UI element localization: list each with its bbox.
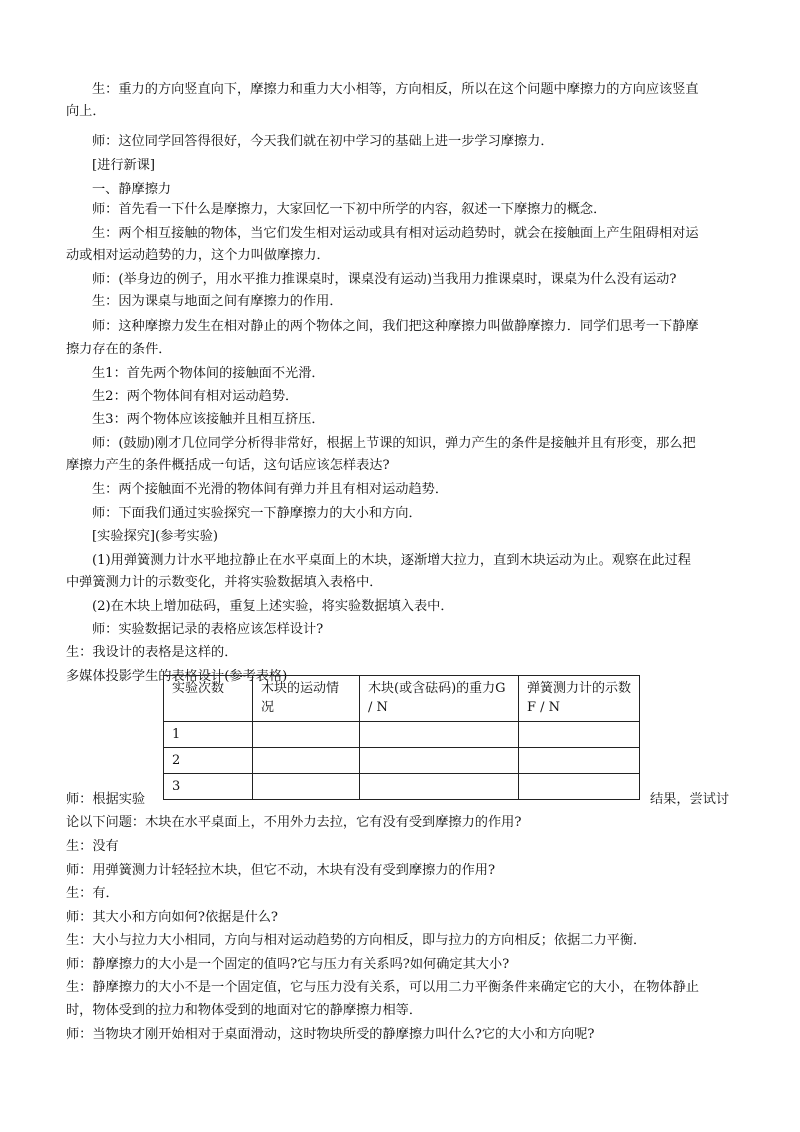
table-cell <box>360 748 519 774</box>
text-line: 动或相对运动趋势的力，这个力叫做摩擦力． <box>66 248 330 263</box>
text-line: 生2：两个物体间有相对运动趋势． <box>92 389 299 404</box>
text-line: 生：因为课桌与地面之间有摩擦力的作用． <box>92 294 343 309</box>
table-cell <box>360 722 519 748</box>
text-line: 生：没有 <box>66 839 119 854</box>
text-line: 结果，尝试讨 <box>650 792 730 807</box>
text-line: 生：重力的方向竖直向下，摩擦力和重力大小相等，方向相反，所以在这个问题中摩擦力的方向应该竖直 <box>92 82 699 97</box>
text-line: 生3：两个物体应该接触并且相互挤压． <box>92 412 325 427</box>
table-cell: 2 <box>164 748 253 774</box>
table-header-cell: 实验次数 <box>164 676 253 722</box>
text-line: 生1：首先两个物体间的接触面不光滑． <box>92 366 325 381</box>
text-line: 师：当物块才刚开始相对于桌面滑动，这时物块所受的静摩擦力叫什么?它的大小和方向呢? <box>66 1027 595 1042</box>
table-header-cell: 木块(或含砝码)的重力G / N <box>360 676 519 722</box>
section-heading: [实验探究](参考实验) <box>92 529 219 544</box>
table-cell <box>253 748 360 774</box>
table-header-cell: 弹簧测力计的示数F / N <box>519 676 640 722</box>
text-line: 师：这种摩擦力发生在相对静止的两个物体之间，我们把这种摩擦力叫做静摩擦力．同学们思考一下静摩 <box>92 319 699 334</box>
text-line: 师：实验数据记录的表格应该怎样设计? <box>92 622 324 637</box>
table-cell <box>519 722 640 748</box>
text-line: 时，物体受到的拉力和物体受到的地面对它的静摩擦力相等． <box>66 1003 423 1018</box>
text-line: 生：两个相互接触的物体，当它们发生相对运动或具有相对运动趋势时，就会在接触面上产生阻碍相对运 <box>92 226 699 241</box>
table-row <box>164 748 640 774</box>
table-row <box>164 722 640 748</box>
text-line: 多媒体投影学生的表格设计(参考表格) <box>66 669 288 684</box>
table-cell: 1 <box>164 722 253 748</box>
text-line: 师：静摩擦力的大小是一个固定的值吗?它与压力有关系吗?如何确定其大小? <box>66 957 510 972</box>
text-line: (2)在木块上增加砝码，重复上述实验，将实验数据填入表中． <box>92 599 454 614</box>
text-line: 生：静摩擦力的大小不是一个固定值，它与压力没有关系，可以用二力平衡条件来确定它的大小，在物体静止 <box>66 980 699 995</box>
table-row <box>164 774 640 800</box>
text-line: 论以下问题：木块在水平桌面上，不用外力去拉，它有没有受到摩擦力的作用? <box>66 815 522 830</box>
text-line: 师：首先看一下什么是摩擦力，大家回忆一下初中所学的内容，叙述一下摩擦力的概念． <box>92 202 607 217</box>
table-cell <box>519 774 640 800</box>
text-line: 摩擦力产生的条件概括成一句话，这句话应该怎样表达? <box>66 458 390 473</box>
text-line: 师：根据实验 <box>66 792 146 807</box>
table-cell <box>360 774 519 800</box>
text-line: 师：其大小和方向如何?依据是什么? <box>66 910 278 925</box>
section-heading: [进行新课] <box>92 158 156 173</box>
text-line: 师：(举身边的例子，用水平推力推课桌时，课桌没有运动)当我用力推课桌时，课桌为什么没有运动? <box>92 272 677 287</box>
text-line: 生：有． <box>66 886 119 901</box>
table-cell <box>519 748 640 774</box>
text-line: 师：(鼓励)刚才几位同学分析得非常好，根据上节课的知识，弹力产生的条件是接触并且有形变，那么把 <box>92 436 696 451</box>
experiment-table <box>163 675 640 800</box>
table-cell <box>253 722 360 748</box>
text-line: 擦力存在的条件． <box>66 342 172 357</box>
text-line: 生：我设计的表格是这样的． <box>66 645 238 660</box>
table-cell <box>253 774 360 800</box>
text-line: 师：下面我们通过实验探究一下静摩擦力的大小和方向． <box>92 506 422 521</box>
text-line: (1)用弹簧测力计水平地拉静止在水平桌面上的木块，逐渐增大拉力，直到木块运动为止。观察在此过程 <box>92 553 691 568</box>
table-cell: 3 <box>164 774 253 800</box>
text-line: 中弹簧测力计的示数变化，并将实验数据填入表格中． <box>66 575 383 590</box>
text-line: 生：两个接触面不光滑的物体间有弹力并且有相对运动趋势． <box>92 482 449 497</box>
text-line: 师：用弹簧测力计轻轻拉木块，但它不动，木块有没有受到摩擦力的作用? <box>66 863 496 878</box>
section-heading: 一、静摩擦力 <box>92 182 172 197</box>
text-line: 师：这位同学回答得很好，今天我们就在初中学习的基础上进一步学习摩擦力． <box>92 134 554 149</box>
table-header-cell: 木块的运动情况 <box>253 676 360 722</box>
text-line: 向上． <box>66 104 106 119</box>
table-header-row <box>164 676 640 722</box>
text-line: 生：大小与拉力大小相同，方向与相对运动趋势的方向相反，即与拉力的方向相反；依据二力平衡． <box>66 933 647 948</box>
